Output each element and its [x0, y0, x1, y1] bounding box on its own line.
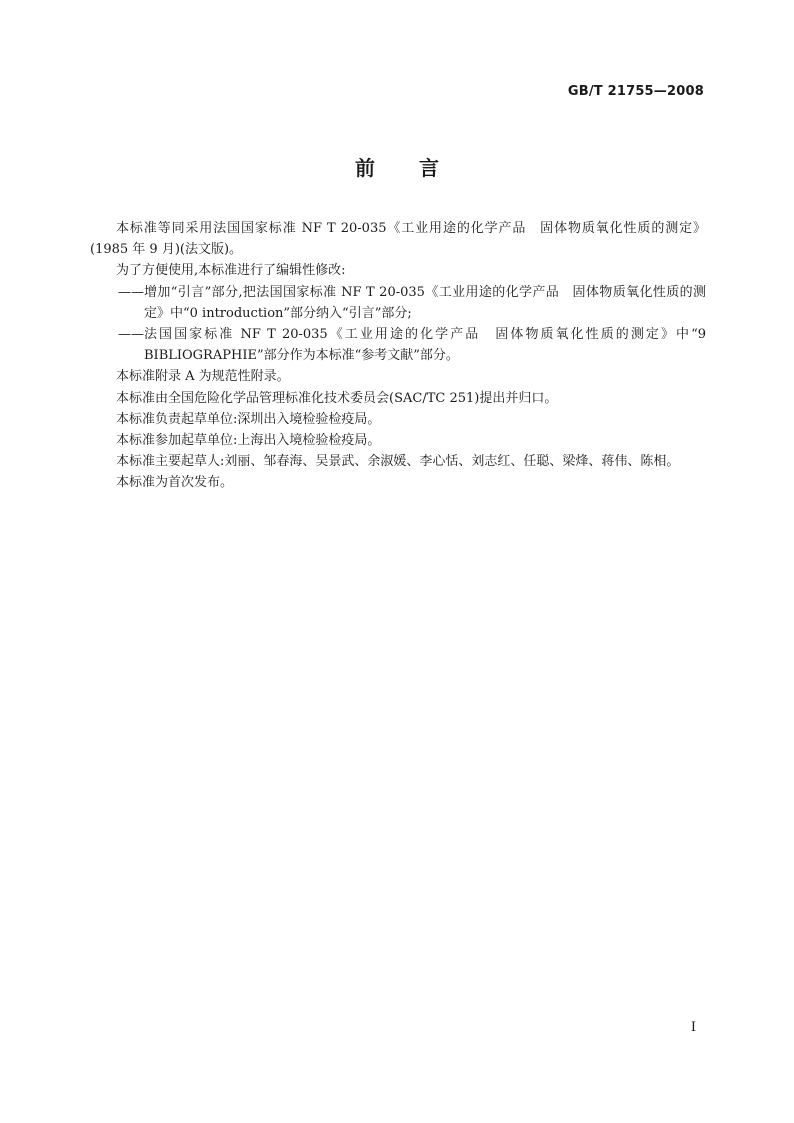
page-title: 前言	[355, 156, 483, 180]
paragraph-drafters: 本标准主要起草人:刘丽、邹春海、吴景武、余淑媛、李心恬、刘志红、任聪、梁烽、蒋伟、陈相。	[116, 454, 680, 470]
paragraph-annex: 本标准附录 A 为规范性附录。	[116, 369, 290, 385]
paragraph-committee: 本标准由全国危险化学品管理标准化技术委员会(SAC/TC 251)提出并归口。	[116, 390, 558, 406]
list-dash: ——	[118, 284, 144, 300]
list-item-text: 法国国家标准 NF T 20-035《工业用途的化学产品 固体物质氧化性质的测定》中“9 BIBLIOGRAPHIE”部分作为本标准“参考文献”部分。	[144, 327, 706, 364]
paragraph-first-release: 本标准为首次发布。	[116, 475, 234, 491]
paragraph-adoption: 本标准等同采用法国国家标准 NF T 20-035《工业用途的化学产品 固体物质氧化性质的测定》(1985 年 9 月)(法文版)。	[90, 221, 706, 258]
paragraph-participating-unit: 本标准参加起草单位:上海出入境检验检疫局。	[116, 433, 381, 449]
page-number: I	[690, 1020, 696, 1035]
list-item-bibliography	[90, 324, 706, 366]
paragraph-drafting-unit: 本标准负责起草单位:深圳出入境检验检疫局。	[116, 411, 381, 427]
list-item-text: 增加“引言”部分,把法国国家标准 NF T 20-035《工业用途的化学产品 固体物质氧化性质的测定》中“0 introduction”部分纳入“引言”部分;	[144, 284, 706, 321]
list-dash: ——	[118, 327, 144, 343]
list-item-introduction	[90, 282, 706, 324]
standard-code: GB/T 21755—2008	[567, 84, 704, 99]
foreword-body	[90, 218, 706, 494]
paragraph-modifications-intro: 为了方便使用,本标准进行了编辑性修改:	[116, 263, 346, 279]
